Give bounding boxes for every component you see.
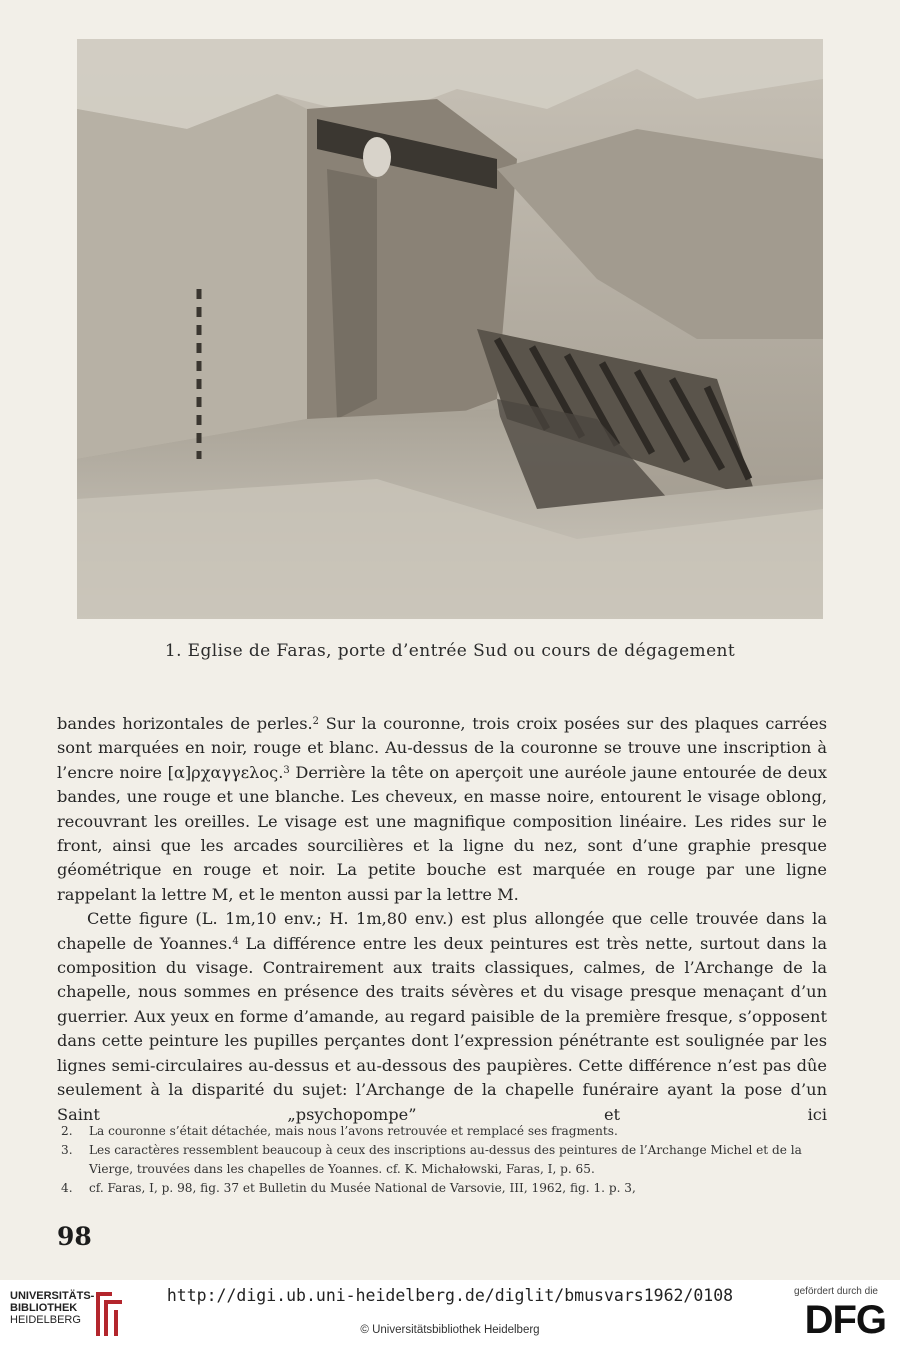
footnote-number: 2. — [61, 1124, 73, 1138]
text-run: La différence entre les deux peintures est très nette, surtout dans la composition du visage. Contrairement aux traits classiques, calmes, de l’Archange de la chapelle, nous sommes en présence des traits sévères et du visage presque menaçant d’un guerrier. Aux yeux en forme d’amande, au regard paisible de la première fresque, s’opposent dans cette peinture les pupilles perçantes dont l’expression pénétrante est soulignée par les lignes semi-circulaires au-dessus et au-dessous des paupières. Cette différence n’est pas dûe seulement à la disparité du sujet: l’Archange de la chapelle funéraire ayant la pose d’un Saint „psychopompe” et ici — [57, 933, 827, 1124]
library-name-line: UNIVERSITÄTS- — [10, 1290, 95, 1302]
paragraph-1 — [57, 712, 827, 907]
footnote-ref: 2 — [312, 716, 320, 727]
footnote-text: La couronne s’était détachée, mais nous l’avons retrouvée et remplacé ses fragments. — [89, 1124, 618, 1138]
figure-photograph — [77, 39, 823, 619]
footnotes — [57, 1122, 827, 1198]
footnote-text: Les caractères ressemblent beaucoup à ceux des inscriptions au-dessus des peintures de l’Archange Michel et de la Vierge, trouvées dans les chapelles de Yoannes. cf. K. Michałowski, Faras, I, p. 65. — [89, 1143, 802, 1176]
permalink-url[interactable]: http://digi.ub.uni-heidelberg.de/diglit/bmusvars1962/0108 — [166, 1286, 734, 1305]
footnote-ref: 4 — [232, 935, 239, 947]
footnote-text: cf. Faras, I, p. 98, fig. 37 et Bulletin du Musée National de Varsovie, III, 1962, fig. 1. p. 3, — [89, 1181, 636, 1195]
funding-label: gefördert durch die — [794, 1286, 878, 1297]
figure-caption: 1. Eglise de Faras, porte d’entrée Sud ou cours de dégagement — [164, 641, 736, 661]
text-run: bandes horizontales de perles. — [57, 714, 313, 733]
library-name-line: BIBLIOTHEK — [10, 1302, 78, 1314]
viewer-footer — [0, 1280, 900, 1354]
text-run: Cette figure (L. 1m,10 env.; H. 1m,80 env.) est plus allongée que celle trouvée dans la chapelle de Yoannes. — [57, 909, 827, 953]
library-name-line: HEIDELBERG — [10, 1314, 81, 1326]
copyright-notice: © Universitätsbibliothek Heidelberg — [360, 1324, 540, 1336]
text-run: Sur la couronne, trois croix posées sur des plaques carrées sont marquées en noir, rouge et blanc. Au-dessus de la couronne se trouve une inscription à l’encre noire — [57, 714, 827, 782]
dfg-logo: DFG — [804, 1298, 886, 1342]
paragraph-2 — [57, 907, 827, 1127]
footnote — [57, 1141, 827, 1179]
photo-illustration — [77, 39, 823, 619]
text-run: Derrière la tête on aperçoit une auréole jaune entourée de deux bandes, une rouge et une blanche. Les cheveux, en masse noire, entourent le visage oblong, recouvrant les oreilles. Le visage est une magnifique composition linéaire. Les rides sur le front, ainsi que les arcades sourcilières et la ligne du nez, sont d’une graphie presque géométrique en rouge et noir. La petite bouche est marquée en rouge par une ligne rappelant la lettre M, et le menton aussi par la lettre M. — [57, 762, 828, 904]
footnote — [57, 1122, 827, 1141]
footnote-number: 3. — [61, 1143, 73, 1157]
footnote-ref: 3 — [283, 764, 290, 776]
body-text — [57, 712, 827, 1127]
greek-inscription: [α]ρχαγγελος. — [167, 762, 284, 782]
footnote — [57, 1179, 827, 1198]
footnote-number: 4. — [61, 1181, 73, 1195]
page-number: 98 — [57, 1222, 92, 1251]
